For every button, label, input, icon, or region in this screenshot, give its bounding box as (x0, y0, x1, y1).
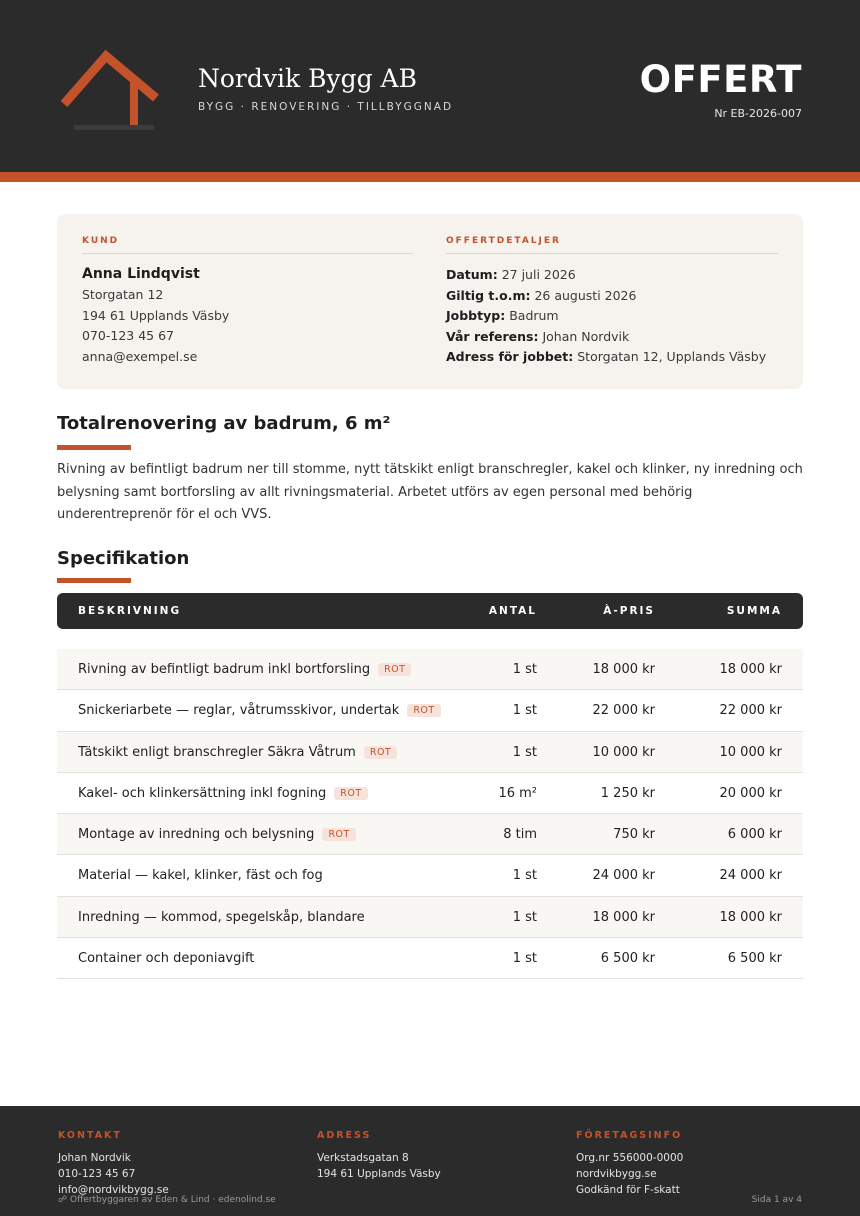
header-unit-price: À-PRIS (603, 605, 655, 617)
rot-badge: ROT (334, 787, 367, 800)
detail-job-type: Jobbtyp: Badrum (446, 308, 559, 323)
row-unit-price: 1 250 kr (600, 785, 655, 801)
row-description: Snickeriarbete — reglar, våtrumsskivor, undertak ROT (78, 703, 441, 718)
row-description: Montage av inredning och belysning ROT (78, 827, 356, 842)
company-name: Nordvik Bygg AB (198, 64, 417, 93)
offer-details-section (446, 236, 778, 368)
customer-phone: 070-123 45 67 (82, 328, 174, 343)
row-unit-price: 18 000 kr (592, 909, 655, 925)
row-description: Rivning av befintligt badrum inkl bortforsling ROT (78, 662, 411, 677)
row-unit-price: 24 000 kr (592, 868, 655, 884)
page-header (0, 0, 860, 172)
row-description: Container och deponiavgift (78, 951, 255, 967)
footer-address (317, 1130, 441, 1182)
footer-org-number: Org.nr 556000-0000 (576, 1152, 684, 1164)
document-number: Nr EB-2026-007 (714, 107, 802, 120)
footer-company-label: FÖRETAGSINFO (576, 1130, 683, 1141)
project-description: Rivning av befintligt badrum ner till stomme, nytt tätskikt enligt branschregler, kakel och klinker, ny inredning och belysning samt bortforsling av allt rivningsmaterial. Arbetet utförs av egen personal med behörig underentreprenör för el och VVS. (57, 462, 803, 522)
row-qty: 1 st (512, 662, 537, 677)
row-qty: 1 st (512, 951, 537, 967)
row-qty: 1 st (512, 909, 537, 925)
detail-valid-until: Giltig t.o.m: 26 augusti 2026 (446, 287, 637, 303)
row-unit-price: 750 kr (613, 827, 655, 843)
header-qty: ANTAL (488, 605, 537, 617)
footer-contact (58, 1130, 169, 1198)
table-row (57, 732, 803, 773)
header-accent-stripe (0, 172, 860, 182)
customer-section (82, 236, 413, 367)
row-description: Material — kakel, klinker, fäst och fog (78, 868, 323, 884)
row-sum: 10 000 kr (719, 744, 782, 760)
footer-address-city: 194 61 Upplands Väsby (317, 1168, 441, 1180)
row-description: Inredning — kommod, spegelskåp, blandare (78, 909, 365, 925)
house-roof-icon (56, 46, 166, 134)
row-sum: 18 000 kr (719, 662, 782, 677)
header-sum: SUMMA (726, 605, 782, 617)
footer-contact-email[interactable]: info@nordvikbygg.se (58, 1184, 169, 1196)
project-title: Totalrenovering av badrum, 6 m² (57, 413, 391, 434)
row-unit-price: 18 000 kr (592, 662, 655, 677)
row-sum: 22 000 kr (719, 703, 782, 719)
customer-street: Storgatan 12 (82, 287, 164, 302)
table-row (57, 690, 803, 731)
row-unit-price: 6 500 kr (600, 951, 655, 967)
row-qty: 8 tim (503, 827, 537, 843)
table-row (57, 649, 803, 690)
footer-company-info (576, 1130, 683, 1198)
table-row (57, 897, 803, 938)
rot-badge: ROT (322, 828, 355, 841)
customer-name: Anna Lindqvist (82, 266, 200, 282)
document-title: OFFERT (639, 58, 802, 101)
page-number: Sida 1 av 4 (751, 1195, 802, 1205)
specification-title: Specifikation (57, 548, 190, 569)
footer-address-label: ADRESS (317, 1130, 372, 1141)
page-footer (0, 1106, 860, 1216)
table-body (57, 649, 803, 979)
row-sum: 18 000 kr (719, 909, 782, 925)
footer-address-street: Verkstadsgatan 8 (317, 1152, 409, 1164)
rot-badge: ROT (364, 746, 397, 759)
header-description: BESKRIVNING (78, 605, 182, 617)
project-title-underline (57, 445, 131, 450)
detail-job-address: Adress för jobbet: Storgatan 12, Upplands Väsby (446, 349, 767, 364)
info-panel (57, 214, 803, 389)
table-header (57, 593, 803, 629)
row-unit-price: 22 000 kr (592, 703, 655, 719)
detail-reference: Vår referens: Johan Nordvik (446, 328, 630, 344)
customer-email: anna@exempel.se (82, 348, 198, 364)
rot-badge: ROT (407, 704, 440, 717)
row-unit-price: 10 000 kr (592, 744, 655, 760)
row-sum: 6 000 kr (727, 827, 782, 843)
detail-date: Datum: 27 juli 2026 (446, 267, 576, 282)
table-row (57, 814, 803, 855)
specification-title-underline (57, 578, 131, 583)
row-description: Kakel- och klinkersättning inkl fogning ROT (78, 786, 368, 801)
row-qty: 1 st (512, 744, 537, 760)
footer-contact-name: Johan Nordvik (58, 1152, 131, 1164)
footer-credit: ☍ Offertbyggaren av Eden & Lind · edenolind.se (58, 1195, 276, 1205)
row-sum: 6 500 kr (727, 951, 782, 967)
rot-badge: ROT (378, 663, 411, 676)
footer-tax-status: Godkänd för F-skatt (576, 1184, 680, 1196)
footer-website[interactable]: nordvikbygg.se (576, 1168, 657, 1180)
row-qty: 1 st (512, 868, 537, 884)
company-tagline: BYGG · RENOVERING · TILLBYGGNAD (198, 101, 454, 113)
row-sum: 20 000 kr (719, 785, 782, 801)
row-qty: 16 m² (498, 785, 537, 801)
footer-contact-phone: 010-123 45 67 (58, 1168, 136, 1180)
customer-label: KUND (82, 236, 413, 254)
row-qty: 1 st (512, 703, 537, 719)
customer-city: 194 61 Upplands Väsby (82, 307, 230, 323)
row-sum: 24 000 kr (719, 868, 782, 884)
table-row (57, 938, 803, 979)
table-row (57, 773, 803, 814)
offer-details-label: OFFERTDETALJER (446, 236, 778, 254)
row-description: Tätskikt enligt branschregler Säkra Våtrum ROT (78, 745, 397, 760)
table-row (57, 855, 803, 896)
footer-contact-label: KONTAKT (58, 1130, 122, 1141)
